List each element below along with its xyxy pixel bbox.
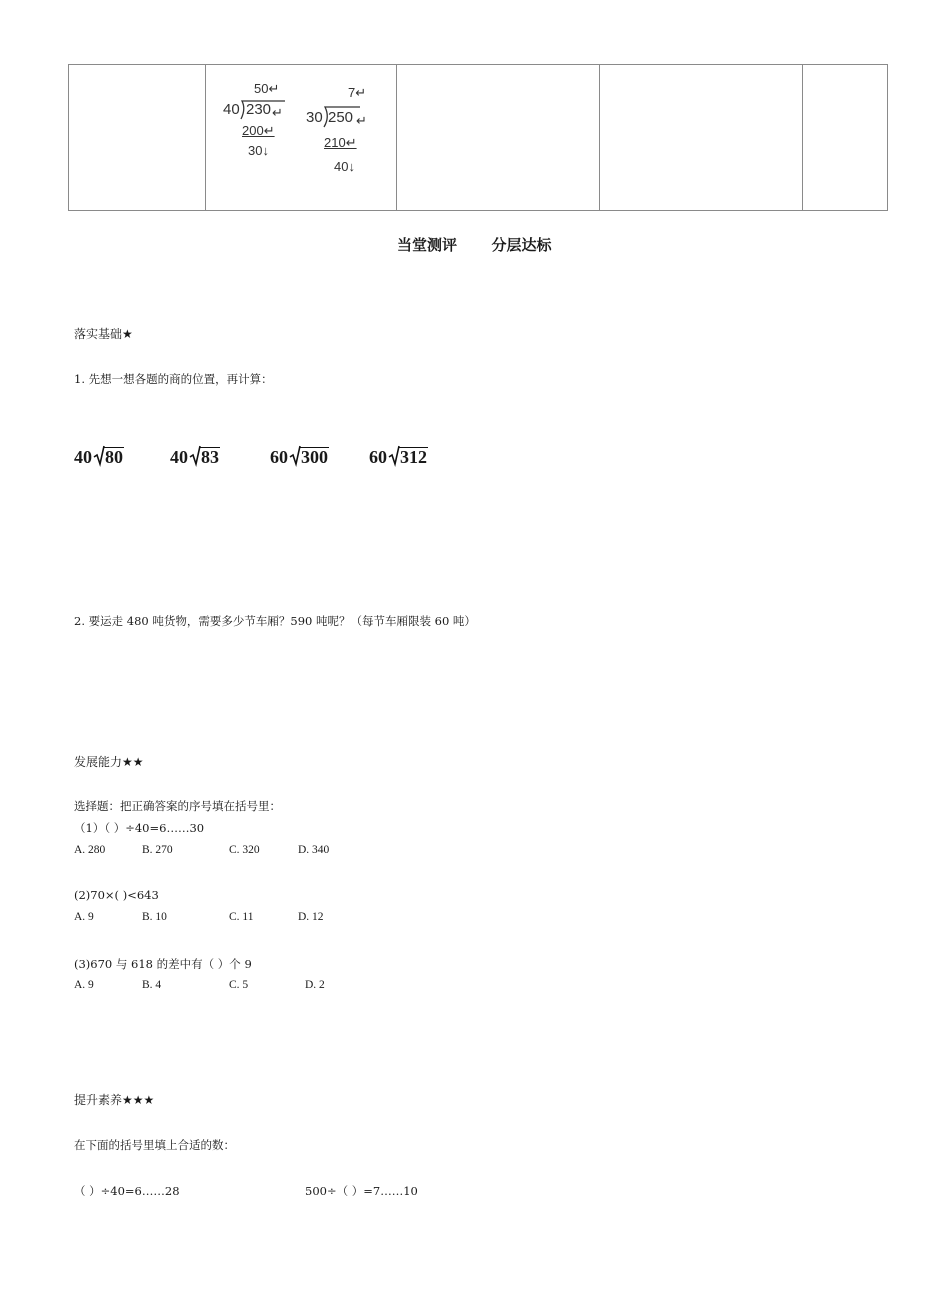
option-c: C. 11 bbox=[229, 911, 254, 923]
long-division-3 bbox=[270, 447, 329, 468]
section-title-improve: 提升素养★★★ bbox=[74, 1093, 155, 1107]
heading-part-1: 当堂测评 bbox=[397, 236, 458, 254]
enter-mark-1: ↵ bbox=[272, 105, 283, 120]
dividend-2: 250 bbox=[328, 109, 354, 126]
option-c: C. 5 bbox=[229, 979, 249, 991]
long-division-2 bbox=[170, 447, 220, 468]
remainder-2: 40↓ bbox=[334, 159, 355, 174]
long-division-4 bbox=[369, 447, 428, 468]
choice-question-stem: （1）（ ）÷40=6……30 bbox=[74, 821, 205, 835]
page-heading bbox=[397, 234, 552, 255]
radical-icon bbox=[289, 445, 301, 467]
option-d: D. 340 bbox=[298, 844, 330, 856]
fill-question-2: 500÷（ ）=7……10 bbox=[305, 1184, 418, 1198]
section-title-basic: 落实基础★ bbox=[74, 327, 133, 341]
option-d: D. 2 bbox=[305, 979, 325, 991]
divisor: 40 bbox=[74, 447, 92, 467]
section-title-develop: 发展能力★★ bbox=[74, 755, 144, 769]
divisor: 40 bbox=[170, 447, 188, 467]
option-d: D. 12 bbox=[298, 911, 324, 923]
radical-icon bbox=[189, 445, 201, 467]
remainder-1: 30↓ bbox=[248, 143, 269, 158]
work-table bbox=[68, 64, 888, 211]
divisor-1: 40 bbox=[223, 101, 240, 118]
table-cell-empty bbox=[803, 65, 888, 211]
divisor-2: 30 bbox=[306, 109, 323, 126]
long-division-1 bbox=[74, 447, 124, 468]
option-c: C. 320 bbox=[229, 844, 260, 856]
option-b: B. 270 bbox=[142, 844, 173, 856]
option-a: A. 280 bbox=[74, 844, 106, 856]
question-1: 1. 先想一想各题的商的位置，再计算： bbox=[74, 372, 273, 386]
fill-intro: 在下面的括号里填上合适的数： bbox=[74, 1138, 235, 1152]
option-a: A. 9 bbox=[74, 911, 94, 923]
divisor: 60 bbox=[369, 447, 387, 467]
table-cell-empty bbox=[397, 65, 600, 211]
choice-question-stem: (2)70×( )<643 bbox=[74, 888, 159, 902]
table-cell-empty bbox=[600, 65, 803, 211]
option-b: B. 10 bbox=[142, 911, 167, 923]
quotient-2: 7↵ bbox=[348, 85, 367, 100]
option-b: B. 4 bbox=[142, 979, 162, 991]
quotient-1: 50↵ bbox=[254, 81, 280, 96]
choice-intro: 选择题：把正确答案的序号填在括号里： bbox=[74, 799, 281, 813]
divisor: 60 bbox=[270, 447, 288, 467]
question-2: 2. 要运走 480 吨货物，需要多少节车厢？590 吨呢？（每节车厢限装 60 吨） bbox=[74, 614, 476, 628]
dividend: 312 bbox=[400, 447, 427, 467]
table-cell-longdivision bbox=[206, 65, 397, 211]
radical-icon bbox=[388, 445, 400, 467]
option-a: A. 9 bbox=[74, 979, 94, 991]
dividend-1: 230 bbox=[246, 101, 272, 118]
dividend: 80 bbox=[105, 447, 123, 467]
heading-part-2: 分层达标 bbox=[491, 236, 552, 254]
dividend: 83 bbox=[201, 447, 219, 467]
enter-mark-2: ↵ bbox=[356, 113, 367, 128]
table-cell-empty bbox=[69, 65, 206, 211]
fill-question-1: （ ）÷40=6……28 bbox=[74, 1184, 180, 1198]
dividend: 300 bbox=[301, 447, 328, 467]
radical-icon bbox=[93, 445, 105, 467]
product-1: 200↵ bbox=[242, 123, 275, 138]
choice-question-stem: (3)670 与 618 的差中有（ ）个 9 bbox=[74, 957, 252, 971]
product-2: 210↵ bbox=[324, 135, 357, 150]
